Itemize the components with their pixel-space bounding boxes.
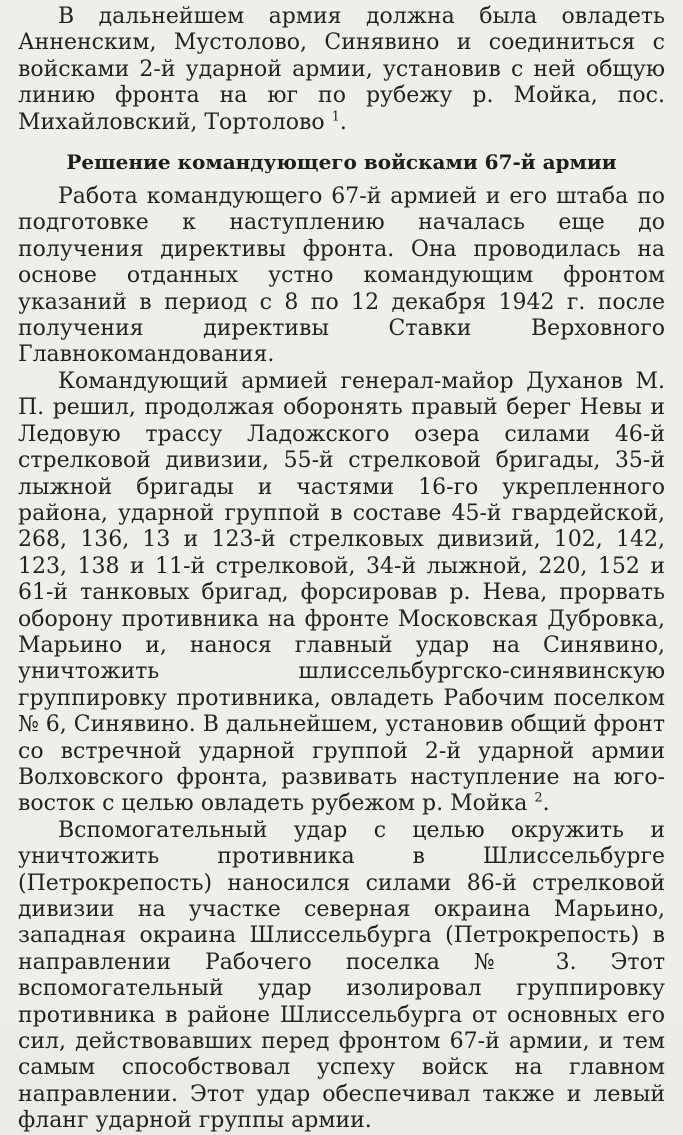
section-heading: Решение командующего войсками 67-й армии: [66, 150, 617, 175]
paragraph-intro: В дальнейшем армия должна была овладеть Анненским, Мустолово, Синявино и соединиться с войсками 2-й ударной армии, установив с ней общую линию фронта на юг по рубежу р. Мойка, пос. Михайловский, Тортолово $^1$.: [18, 4, 665, 135]
footnote-marker-1: 1: [331, 109, 340, 125]
paragraph-intro-text: В дальнейшем армия должна была овладеть Анненским, Мустолово, Синявино и соединиться с войсками 2-й ударной армии, установив с ней общую линию фронта на юг по рубежу р. Мойка, пос. Михайловский, Тортолово: [18, 4, 665, 135]
paragraph-3: Вспомогательный удар с целью окружить и уничтожить противника в Шлиссельбурге (Петрокрепость) наносился силами 86-й стрелковой дивизии на участке северная окраина Марьино, западная окраина Шлиссельбурга (Петрокрепость) в направлении Рабочего поселка № 3. Этот вспомогательный удар изолировал группировку противника в районе Шлиссельбурга от основных его сил, действовавших перед фронтом 67-й армии, и тем самым способствовал успеху войск на главном направлении. Этот удар обеспечивал также и левый фланг ударной группы армии.: [18, 817, 665, 1134]
footnote-marker-2: 2: [534, 791, 543, 807]
paragraph-1: Работа командующего 67-й армией и его штаба по подготовке к наступлению началась еще до получения директивы фронта. Она проводилась на основе отданных устно командующим фронтом указаний в период с 8 по 12 декабря 1942 г. после получения директивы Ставки Верховного Главнокомандования.: [18, 184, 665, 368]
paragraph-2: Командующий армией генерал-майор Духанов М. П. решил, продолжая оборонять правый берег Невы и Ледовую трассу Ладожского озера силами 46-й стрелковой дивизии, 55-й стрелковой бригады, 35-й лыжной бригады и частями 16-го укрепленного района, ударной группой в составе 45-й гвардейской, 268, 136, 13 и 123-й стрелковых дивизий, 102, 142, 123, 138 и 11-й стрелковой, 34-й лыжной, 220, 152 и 61-й танковых бригад, форсировав р. Нева, прорвать оборону противника на фронте Московская Дубровка, Марьино и, нанося главный удар на Синявино, уничтожить шлиссельбургско-синявинскую группировку противника, овладеть Рабочим поселком № 6, Синявино. В дальнейшем, установив общий фронт со встречной ударной группой 2-й ударной армии Волховского фронта, развивать наступление на юго-восток с целью овладеть рубежом р. Мойка $^2$.: [18, 368, 666, 817]
paragraph-2-text: Командующий армией генерал-майор Духанов М. П. решил, продолжая оборонять правый берег Невы и Ледовую трассу Ладожского озера силами 46-й стрелковой дивизии, 55-й стрелковой бригады, 35-й лыжной бригады и частями 16-го укрепленного района, ударной группой в составе 45-й гвардейской, 268, 136, 13 и 123-й стрелковых дивизий, 102, 142, 123, 138 и 11-й стрелковой, 34-й лыжной, 220, 152 и 61-й танковых бригад, форсировав р. Нева, прорвать оборону противника на фронте Московская Дубровка, Марьино и, нанося главный удар на Синявино, уничтожить шлиссельбургско-синявинскую группировку противника, овладеть Рабочим поселком № 6, Синявино. В дальнейшем, установив общий фронт со встречной ударной группой 2-й ударной армии Волховского фронта, развивать наступление на юго-восток с целью овладеть рубежом р. Мойка: [18, 368, 666, 817]
